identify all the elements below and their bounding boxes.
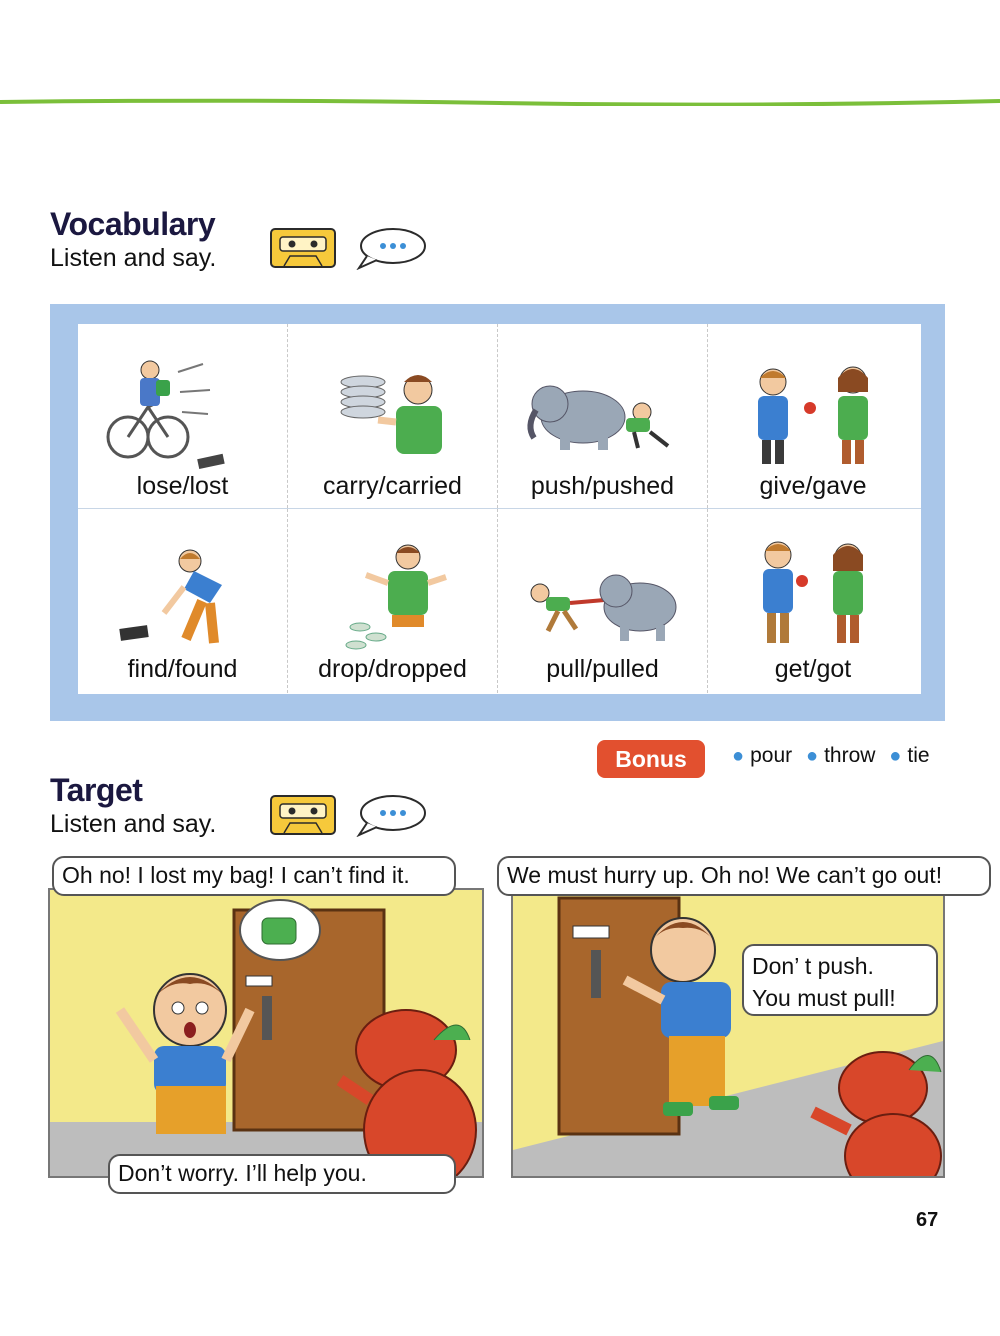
- vocab-label: find/found: [127, 655, 238, 683]
- page-number: 67: [916, 1209, 939, 1231]
- bubble-line: Don’ t push.: [752, 953, 874, 979]
- elephant-push-picture: [518, 342, 688, 472]
- vocabulary-grid: [78, 324, 921, 694]
- vocab-card-drop-dropped: [288, 509, 498, 693]
- target-title: Target: [50, 772, 143, 808]
- comic-scene-1: [50, 890, 484, 1178]
- vocab-label: lose/lost: [136, 472, 229, 500]
- speech-bubble: We must hurry up. Oh no! We can’t go out!: [497, 856, 991, 896]
- bonus-word-list: [732, 744, 938, 768]
- top-green-rule: [0, 98, 1000, 106]
- speech-bubble-icon[interactable]: [355, 793, 427, 837]
- vocab-card-lose-lost: [78, 324, 288, 508]
- vocab-card-push-pushed: [498, 324, 708, 508]
- vocab-label: pull/pulled: [546, 655, 659, 683]
- vocabulary-instruction: Listen and say.: [50, 244, 217, 272]
- speech-bubble-multiline: [742, 944, 938, 1016]
- bubble-line: You must pull!: [752, 985, 896, 1011]
- vocab-card-give-gave: [708, 324, 918, 508]
- vocab-card-pull-pulled: [498, 509, 708, 693]
- vocabulary-title: Vocabulary: [50, 206, 216, 242]
- bonus-badge: Bonus: [597, 740, 705, 778]
- comic-panel-1: [48, 888, 484, 1178]
- bonus-word: tie: [907, 744, 930, 767]
- comic-scene-2: [513, 890, 945, 1178]
- drop-plates-picture: [308, 527, 478, 657]
- target-instruction: Listen and say.: [50, 810, 217, 838]
- give-apple-picture: [728, 342, 898, 472]
- plates-boy-picture: [308, 342, 478, 472]
- bullet-icon: ●: [889, 745, 902, 767]
- elephant-pull-picture: [518, 527, 688, 657]
- bullet-icon: ●: [805, 745, 819, 767]
- cassette-tape-icon[interactable]: [270, 228, 336, 268]
- vocab-card-find-found: [78, 509, 288, 693]
- speech-bubble: Don’t worry. I’ll help you.: [108, 1154, 456, 1194]
- cassette-tape-icon[interactable]: [270, 795, 336, 835]
- vocab-label: give/gave: [759, 472, 867, 500]
- speech-bubble: Oh no! I lost my bag! I can’t find it.: [52, 856, 456, 896]
- vocab-label: push/pushed: [530, 472, 675, 500]
- vocabulary-panel: [50, 304, 945, 721]
- comic-panel-2: [511, 888, 945, 1178]
- speech-bubble-icon[interactable]: [355, 226, 427, 270]
- bonus-word: throw: [824, 744, 876, 767]
- bonus-word: pour: [750, 744, 793, 767]
- bullet-icon: ●: [732, 745, 745, 767]
- vocab-label: drop/dropped: [318, 655, 467, 683]
- vocab-label: carry/carried: [323, 472, 462, 500]
- vocab-card-carry-carried: [288, 324, 498, 508]
- vocab-label: get/got: [774, 655, 852, 683]
- get-apple-picture: [728, 527, 898, 657]
- find-bag-picture: [98, 527, 268, 657]
- bicycle-boy-picture: [98, 342, 268, 472]
- vocab-card-get-got: [708, 509, 918, 693]
